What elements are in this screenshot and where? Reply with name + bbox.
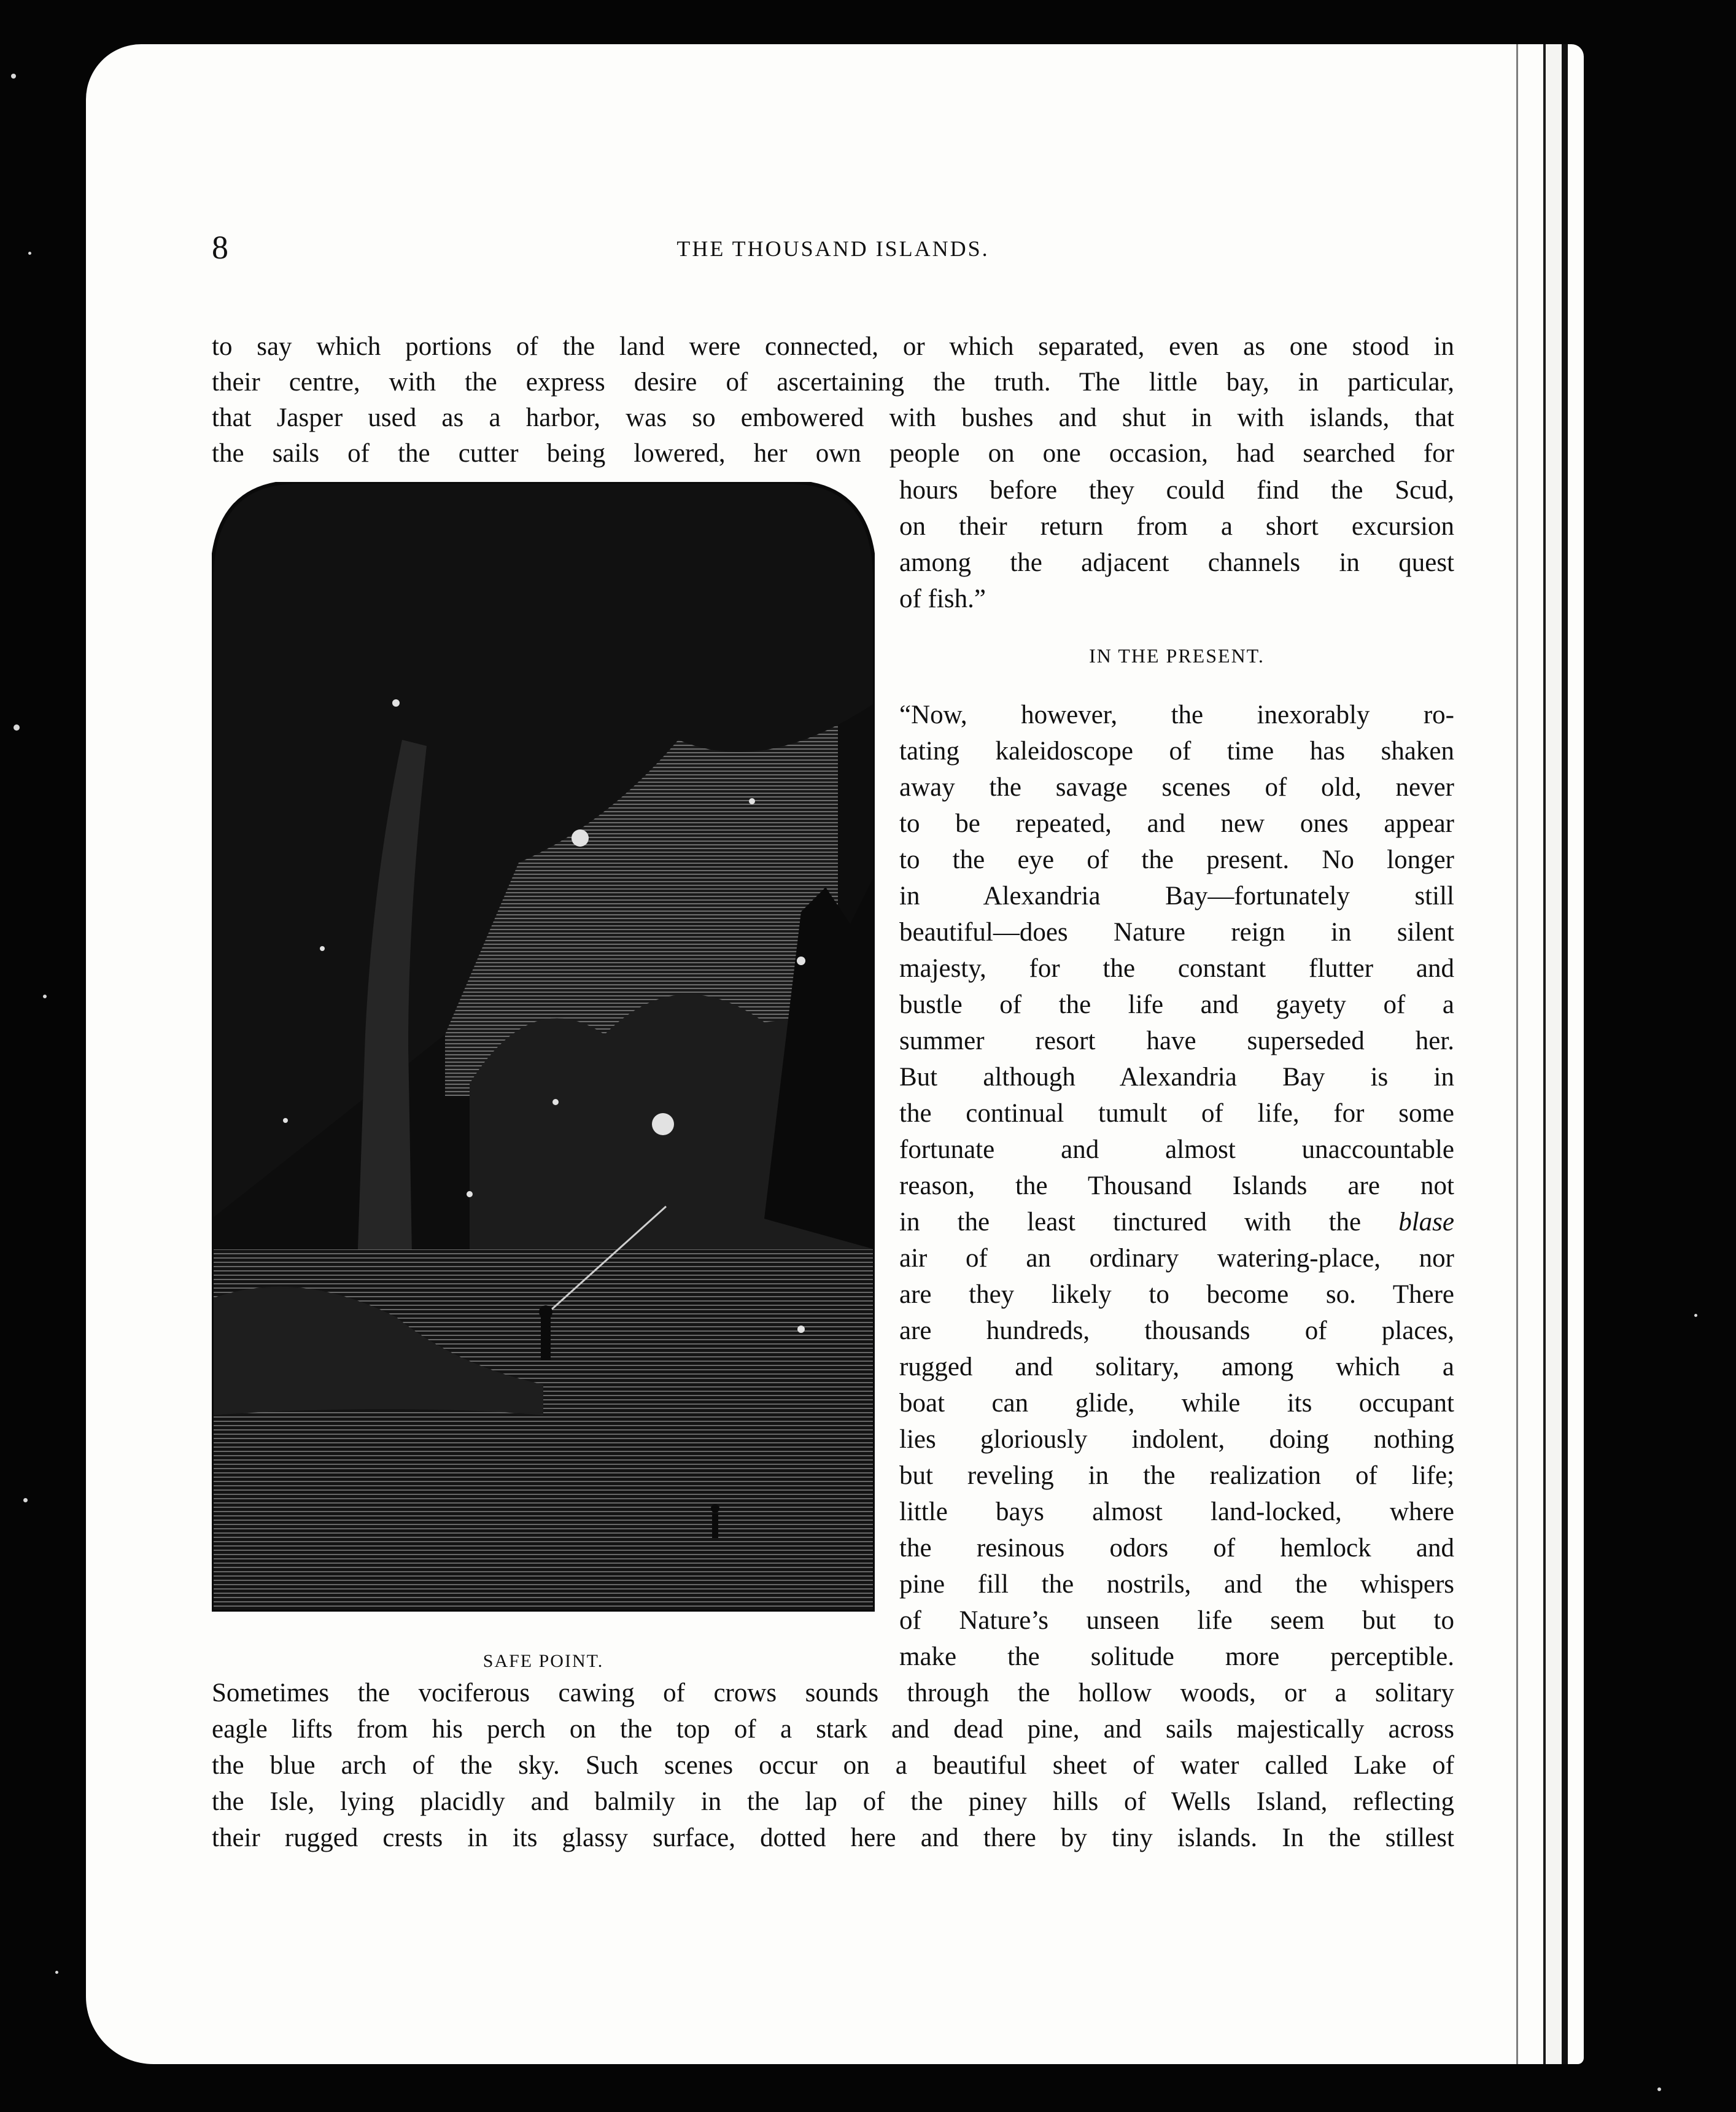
body-text-line: to say which portions of the land were connected, or which separated, even as one stood in (212, 332, 1454, 361)
right-column-line: make the solitude more perceptible. (899, 1642, 1454, 1671)
body-text-line: their centre, with the express desire of ascertaining the truth. The little bay, in particular, (212, 368, 1454, 397)
right-column-line: pine fill the nostrils, and the whispers (899, 1570, 1454, 1599)
page-number: 8 (212, 229, 228, 266)
running-title: THE THOUSAND ISLANDS. (676, 236, 990, 261)
scan-speck (14, 724, 20, 731)
page-header (212, 228, 1454, 265)
scan-speck (55, 1971, 58, 1974)
right-column-line: reason, the Thousand Islands are not (899, 1171, 1454, 1200)
right-column-line: on their return from a short excursion (899, 512, 1454, 541)
scan-speck (1694, 1314, 1697, 1317)
right-column-line: to the eye of the present. No longer (899, 845, 1454, 874)
scan-speck (11, 74, 16, 79)
right-column-line: to be repeated, and new ones appear (899, 809, 1454, 838)
right-column-line: bustle of the life and gayety of a (899, 990, 1454, 1019)
right-column-line: air of an ordinary watering-place, nor (899, 1244, 1454, 1273)
right-column-line: away the savage scenes of old, never (899, 773, 1454, 802)
italic-word: blase (1398, 1208, 1454, 1237)
scan-speck (43, 995, 47, 998)
scan-speck (1657, 2087, 1661, 2091)
right-column-line: boat can glide, while its occupant (899, 1389, 1454, 1418)
right-column-line: hours before they could find the Scud, (899, 476, 1454, 505)
body-text-line: Sometimes the vociferous cawing of crows sounds through the hollow woods, or a solitary (212, 1679, 1454, 1707)
safe-point-engraving (212, 482, 875, 1612)
right-column-line: the resinous odors of hemlock and (899, 1534, 1454, 1563)
body-text-line: their rugged crests in its glassy surface, dotted here and there by tiny islands. In the stillest (212, 1823, 1454, 1852)
right-column-line (899, 1205, 1454, 1240)
right-column-line: lies gloriously indolent, doing nothing (899, 1425, 1454, 1454)
right-column-line: majesty, for the constant flutter and (899, 954, 1454, 983)
right-column-line: summer resort have superseded her. (899, 1027, 1454, 1055)
right-column-line: in Alexandria Bay—fortunately still (899, 882, 1454, 910)
right-column-line: are they likely to become so. There (899, 1280, 1454, 1309)
right-column-line: of Nature’s unseen life seem but to (899, 1606, 1454, 1635)
section-heading: IN THE PRESENT. (1089, 645, 1265, 667)
right-column-text: in the least tinctured with the (899, 1208, 1362, 1237)
body-text-line: the sails of the cutter being lowered, her own people on one occasion, had searched for (212, 439, 1454, 468)
right-column-line: are hundreds, thousands of places, (899, 1316, 1454, 1345)
illustration-caption: SAFE POINT. (482, 1651, 604, 1671)
body-text-line: eagle lifts from his perch on the top of a stark and dead pine, and sails majestically across (212, 1715, 1454, 1744)
right-column-line: “Now, however, the inexorably ro- (899, 701, 1454, 729)
right-column-line: beautiful—does Nature reign in silent (899, 918, 1454, 947)
right-column-line: But although Alexandria Bay is in (899, 1063, 1454, 1092)
body-text-line: the Isle, lying placidly and balmily in the lap of the piney hills of Wells Island, reflecting (212, 1787, 1454, 1816)
right-column-line: tating kaleidoscope of time has shaken (899, 737, 1454, 766)
right-column-line: but reveling in the realization of life; (899, 1461, 1454, 1490)
page-edge (1543, 44, 1568, 2064)
right-column-line: the continual tumult of life, for some (899, 1099, 1454, 1128)
body-text-line: that Jasper used as a harbor, was so embowered with bushes and shut in with islands, that (212, 403, 1454, 432)
right-column-line: among the adjacent channels in quest (899, 548, 1454, 577)
body-text-line: the blue arch of the sky. Such scenes occur on a beautiful sheet of water called Lake of (212, 1751, 1454, 1780)
engraving-illustration (212, 482, 875, 1612)
right-column-line: fortunate and almost unaccountable (899, 1135, 1454, 1164)
right-column-line: rugged and solitary, among which a (899, 1353, 1454, 1381)
right-column-line: of fish.” (899, 584, 986, 613)
scan-speck (23, 1498, 28, 1502)
scan-speck (28, 252, 31, 255)
right-column-line: little bays almost land-locked, where (899, 1497, 1454, 1526)
